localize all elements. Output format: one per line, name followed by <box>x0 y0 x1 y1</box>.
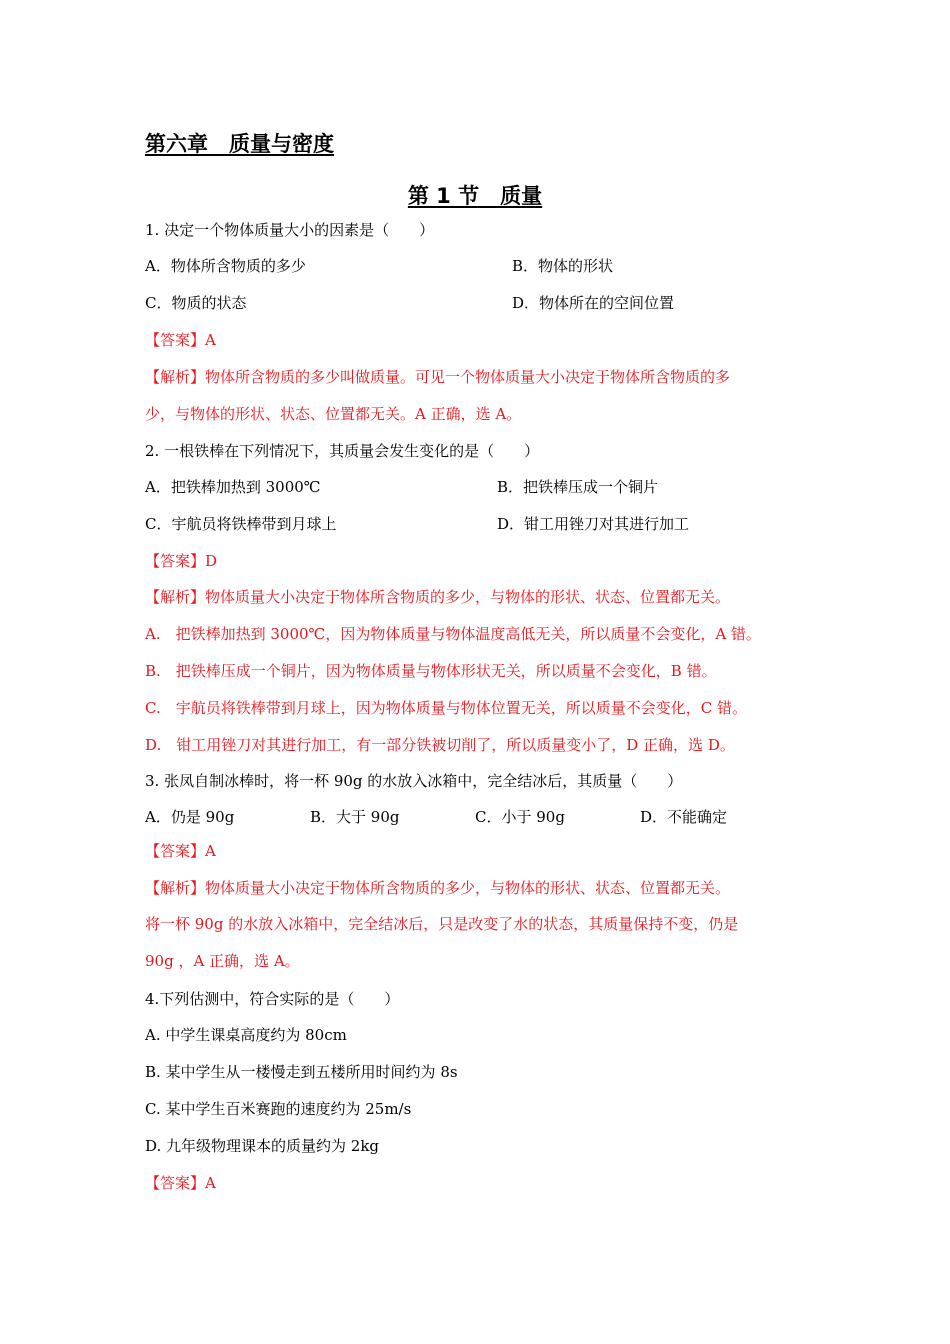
question-4-option-c: C. 某中学生百米赛跑的速度约为 25m/s <box>145 1100 412 1118</box>
question-1-stem: 1. 决定一个物体质量大小的因素是（ ） <box>145 221 435 239</box>
question-2-stem: 2. 一根铁棒在下列情况下，其质量会发生变化的是（ ） <box>145 442 540 460</box>
question-4-option-a: A. 中学生课桌高度约为 80cm <box>145 1026 347 1044</box>
question-2-analysis-line: D. 钳工用锉刀对其进行加工，有一部分铁被切削了，所以质量变小了，D 正确，选 D。 <box>145 736 735 754</box>
question-4-answer: 【答案】A <box>145 1174 216 1192</box>
question-4-option-b: B. 某中学生从一楼慢走到五楼所用时间约为 8s <box>145 1063 458 1081</box>
question-1-option-d: D．物体所在的空间位置 <box>512 294 675 312</box>
section-title-text: 第 1 节 质量 <box>407 184 543 208</box>
question-2-answer: 【答案】D <box>145 552 218 570</box>
question-2-option-c: C．宇航员将铁棒带到月球上 <box>145 515 337 533</box>
question-1-analysis-line: 少，与物体的形状、状态、位置都无关。A 正确，选 A。 <box>145 405 522 423</box>
question-2-option-b: B．把铁棒压成一个铜片 <box>497 478 659 496</box>
question-3-option-c: C．小于 90g <box>475 808 565 826</box>
question-3-analysis-line: 90g ，A 正确，选 A。 <box>145 952 300 970</box>
section-title <box>0 180 950 210</box>
question-3-stem: 3. 张凤自制冰棒时，将一杯 90g 的水放入冰箱中，完全结冰后，其质量（ ） <box>145 772 683 790</box>
question-3-option-b: B．大于 90g <box>310 808 400 826</box>
question-4-stem: 4.下列估测中，符合实际的是（ ） <box>145 990 400 1008</box>
question-1-answer: 【答案】A <box>145 331 216 349</box>
question-2-analysis-line: C. 宇航员将铁棒带到月球上，因为物体质量与物体位置无关，所以质量不会变化，C 错。 <box>145 699 747 717</box>
question-3-answer: 【答案】A <box>145 842 216 860</box>
question-3-option-a: A．仍是 90g <box>145 808 235 826</box>
question-3-option-d: D．不能确定 <box>640 808 728 826</box>
question-3-analysis-line: 【解析】物体质量大小决定于物体所含物质的多少，与物体的形状、状态、位置都无关。 <box>145 879 731 897</box>
question-2-analysis-line: 【解析】物体质量大小决定于物体所含物质的多少，与物体的形状、状态、位置都无关。 <box>145 588 731 606</box>
question-1-analysis-line: 【解析】物体所含物质的多少叫做质量。可见一个物体质量大小决定于物体所含物质的多 <box>145 368 731 386</box>
question-4-option-d: D. 九年级物理课本的质量约为 2kg <box>145 1137 380 1155</box>
question-2-analysis-line: A. 把铁棒加热到 3000℃，因为物体质量与物体温度高低无关，所以质量不会变化，A 错。 <box>145 625 761 643</box>
question-3-analysis-line: 将一杯 90g 的水放入冰箱中，完全结冰后，只是改变了水的状态，其质量保持不变，仍是 <box>145 915 739 933</box>
question-1-option-b: B．物体的形状 <box>512 257 614 275</box>
question-1-option-a: A．物体所含物质的多少 <box>145 257 306 275</box>
question-1-option-c: C．物质的状态 <box>145 294 247 312</box>
question-2-analysis-line: B. 把铁棒压成一个铜片，因为物体质量与物体形状无关，所以质量不会变化，B 错。 <box>145 662 717 680</box>
chapter-title: 第六章 质量与密度 <box>145 132 334 156</box>
question-2-option-a: A．把铁棒加热到 3000℃ <box>145 478 321 496</box>
question-2-option-d: D．钳工用锉刀对其进行加工 <box>497 515 690 533</box>
